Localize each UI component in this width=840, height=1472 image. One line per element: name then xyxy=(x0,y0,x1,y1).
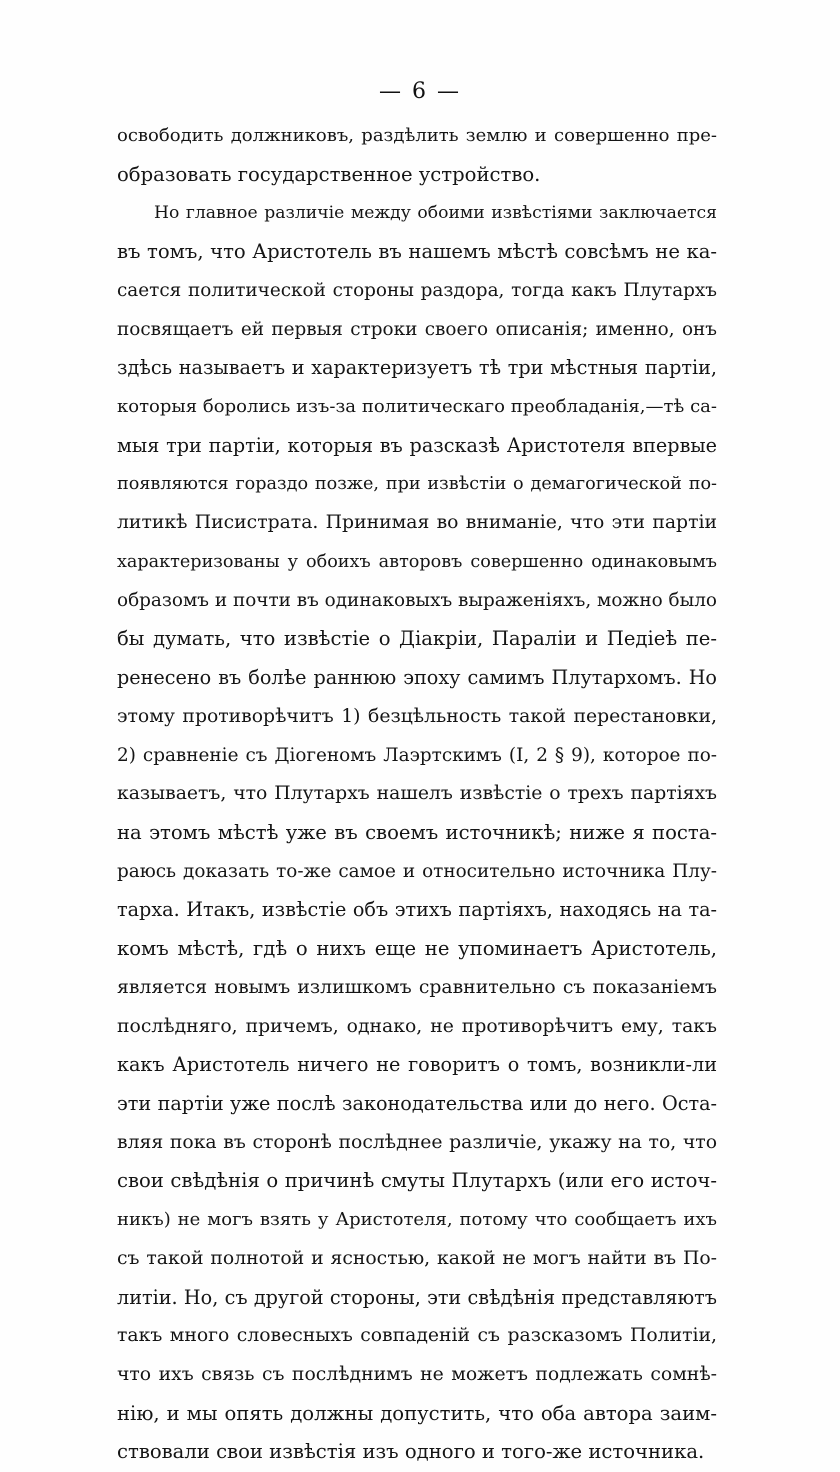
text-line: этому противорѣчитъ 1) безцѣльность такой перестановки, xyxy=(117,705,717,727)
text-line: ствовали свои извѣстія изъ одного и того-же источника. xyxy=(117,1440,705,1464)
text-line: здѣсь называетъ и характеризуетъ тѣ три мѣстныя партіи, xyxy=(117,356,717,380)
text-line: свои свѣдѣнія о причинѣ смуты Плутархъ (или его источ- xyxy=(117,1169,717,1193)
text-line: мыя три партіи, которыя въ разсказѣ Аристотеля впервые xyxy=(117,433,717,457)
text-line: нію, и мы опять должны допустить, что оба автора заим- xyxy=(117,1401,717,1425)
text-line: раюсь доказать то-же самое и относительно источника Плу- xyxy=(117,860,717,882)
text-line: послѣдняго, причемъ, однако, не противорѣчитъ ему, такъ xyxy=(117,1015,717,1037)
text-line: образовать государственное устройство. xyxy=(117,162,541,186)
text-line: вляя пока въ сторонѣ послѣднее различіе, укажу на то, что xyxy=(117,1131,717,1153)
text-line: съ такой полнотой и ясностью, какой не могъ найти въ По- xyxy=(117,1247,717,1269)
text-line: казываетъ, что Плутархъ нашелъ извѣстіе о трехъ партіяхъ xyxy=(117,783,717,805)
text-line: тарха. Итакъ, извѣстіе объ этихъ партіяхъ, находясь на та- xyxy=(117,898,717,922)
text-line: сается политической стороны раздора, тогда какъ Плутархъ xyxy=(117,279,717,301)
text-line: что ихъ связь съ послѣднимъ не можетъ подлежать сомнѣ- xyxy=(117,1364,717,1385)
text-line: эти партіи уже послѣ законодательства или до него. Оста- xyxy=(117,1091,717,1115)
text-line: освободить должниковъ, раздѣлить землю и совершенно пре- xyxy=(117,125,717,146)
text-line: въ томъ, что Аристотель въ нашемъ мѣстѣ совсѣмъ не ка- xyxy=(117,240,717,264)
text-line: характеризованы у обоихъ авторовъ совершенно одинаковымъ xyxy=(117,551,717,572)
text-line: никъ) не могъ взять у Аристотеля, потому что сообщаетъ ихъ xyxy=(117,1209,717,1231)
text-line: образомъ и почти въ одинаковыхъ выраженіяхъ, можно было xyxy=(117,589,717,611)
text-line: является новымъ излишкомъ сравнительно съ показаніемъ xyxy=(117,976,717,998)
text-line: 2) сравненіе съ Діогеномъ Лаэртскимъ (I, 2 § 9), которое по- xyxy=(117,744,717,766)
text-line: какъ Аристотель ничего не говоритъ о томъ, возникли-ли xyxy=(117,1053,717,1077)
text-line: литіи. Но, съ другой стороны, эти свѣдѣнія представляютъ xyxy=(117,1285,717,1309)
text-line: посвящаетъ ей первыя строки своего описанія; именно, онъ xyxy=(117,318,717,340)
text-line: такъ много словесныхъ совпаденій съ разсказомъ Политіи, xyxy=(117,1325,717,1347)
page-number: — 6 — xyxy=(379,79,461,104)
body-text xyxy=(117,117,717,1472)
text-line: ренесено въ болѣе раннюю эпоху самимъ Плутархомъ. Но xyxy=(117,666,717,690)
text-line: на этомъ мѣстѣ уже въ своемъ источникѣ; ниже я поста- xyxy=(117,820,717,844)
text-line: появляются гораздо позже, при извѣстіи о демагогической по- xyxy=(117,474,717,495)
text-line: бы думать, что извѣстіе о Діакріи, Параліи и Педіеѣ пе- xyxy=(117,627,717,651)
text-line: литикѣ Писистрата. Принимая во вниманіе, что эти партіи xyxy=(117,512,717,534)
text-line: комъ мѣстѣ, гдѣ о нихъ еще не упоминаетъ Аристотель, xyxy=(117,937,717,961)
paragraph-first-line: Но главное различіе между обоими извѣстіями заключается xyxy=(154,203,717,224)
text-line: которыя боролись изъ-за политическаго преобладанія,—тѣ са- xyxy=(117,396,717,418)
